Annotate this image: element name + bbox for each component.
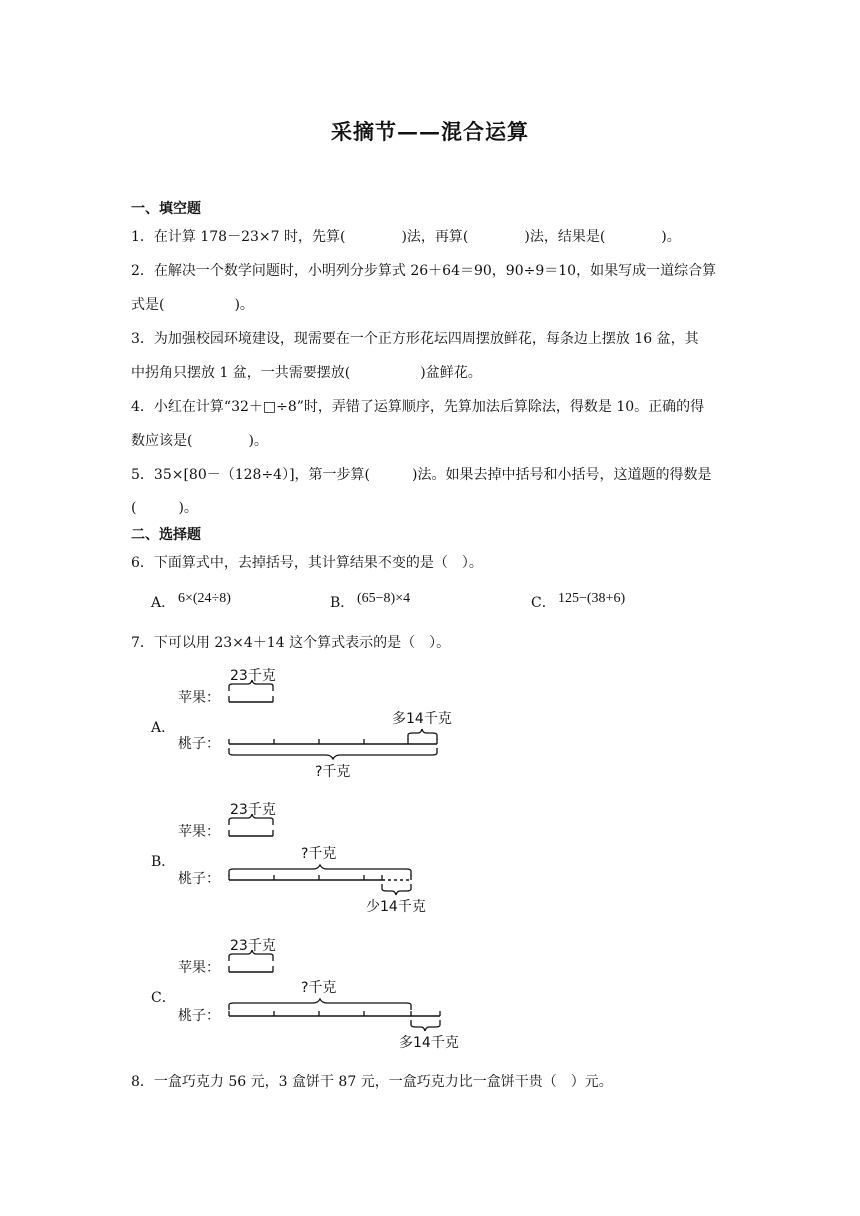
question-4-line-1: 4．小红在计算“32＋□÷8”时，弄错了运算顺序，先算加法后算除法，得数是 10。正确的得	[131, 399, 705, 415]
question-8: 8．一盒巧克力 56 元，3 盒饼干 87 元，一盒巧克力比一盒饼干贵（ ）元。	[131, 1074, 613, 1090]
question-3-line-1: 3．为加强校园环境建设，现需要在一个正方形花坛四周摆放鲜花，每条边上摆放 16 盆，其	[131, 331, 699, 347]
diagram-b	[170, 798, 470, 920]
diagram-c-option-label: C．	[151, 990, 176, 1006]
diagram-c-total-brace	[229, 999, 411, 1010]
diagram-b-apple-label: 苹果：	[178, 824, 220, 840]
option-c-expression: 125−(38+6)	[558, 591, 626, 606]
question-2-line-1: 2．在解决一个数学问题时，小明列分步算式 26＋64＝90，90÷9＝10，如果写成一道综合算	[131, 263, 717, 279]
diagram-a-extra-brace	[408, 729, 437, 740]
question-5-line-2: ( )。	[131, 500, 198, 516]
diagram-a	[170, 662, 470, 784]
diagram-a-option-label: A．	[151, 720, 176, 736]
diagram-c-apple-label: 苹果：	[178, 960, 220, 976]
question-5-line-1: 5．35×[80－（128÷4）]，第一步算( )法。如果去掉中括号和小括号，这道题的得数是	[131, 467, 712, 483]
diagram-b-peach-label: 桃子：	[178, 871, 220, 887]
diagram-c-extra-label: 多14千克	[399, 1035, 459, 1051]
question-7: 7．下可以用 23×4＋14 这个算式表示的是（ ）。	[131, 635, 451, 651]
section-heading-choice: 二、选择题	[131, 527, 201, 543]
diagram-c-peach-label: 桃子：	[178, 1008, 220, 1024]
option-b-label: B．	[330, 595, 355, 611]
diagram-a-total-brace	[229, 748, 437, 759]
diagram-b-total-label: ?千克	[301, 846, 337, 862]
diagram-b-apple-amount: 23千克	[230, 802, 276, 818]
diagram-c	[170, 934, 470, 1056]
question-2-line-2: 式是( )。	[131, 297, 254, 313]
page-title: 采摘节——混合运算	[331, 119, 529, 144]
question-1: 1．在计算 178－23×7 时，先算( )法，再算( )法，结果是( )。	[131, 229, 681, 245]
option-a-expression: 6×(24÷8)	[178, 591, 231, 606]
diagram-a-extra-label: 多14千克	[392, 711, 452, 727]
diagram-b-extra-label: 少14千克	[366, 899, 426, 915]
diagram-a-peach-label: 桃子：	[178, 736, 220, 752]
diagram-c-extra-brace	[411, 1020, 440, 1031]
diagram-b-extra-brace	[382, 884, 411, 895]
question-3-line-2: 中拐角只摆放 1 盆，一共需要摆放( )盆鲜花。	[131, 365, 482, 381]
diagram-a-apple-amount: 23千克	[230, 668, 276, 684]
section-heading-fill-blank: 一、填空题	[131, 201, 201, 217]
option-a-label: A．	[151, 595, 176, 611]
diagram-b-total-brace	[229, 865, 411, 876]
question-4-line-2: 数应该是( )。	[131, 433, 268, 449]
question-6: 6．下面算式中，去掉括号，其计算结果不变的是（ ）。	[131, 555, 483, 571]
diagram-c-apple-amount: 23千克	[230, 938, 276, 954]
diagram-a-apple-label: 苹果：	[178, 690, 220, 706]
diagram-a-total-label: ?千克	[315, 764, 351, 780]
option-c-label: C．	[531, 595, 556, 611]
option-b-expression: (65−8)×4	[357, 591, 411, 606]
diagram-c-total-label: ?千克	[301, 980, 337, 996]
diagram-b-option-label: B．	[151, 854, 176, 870]
